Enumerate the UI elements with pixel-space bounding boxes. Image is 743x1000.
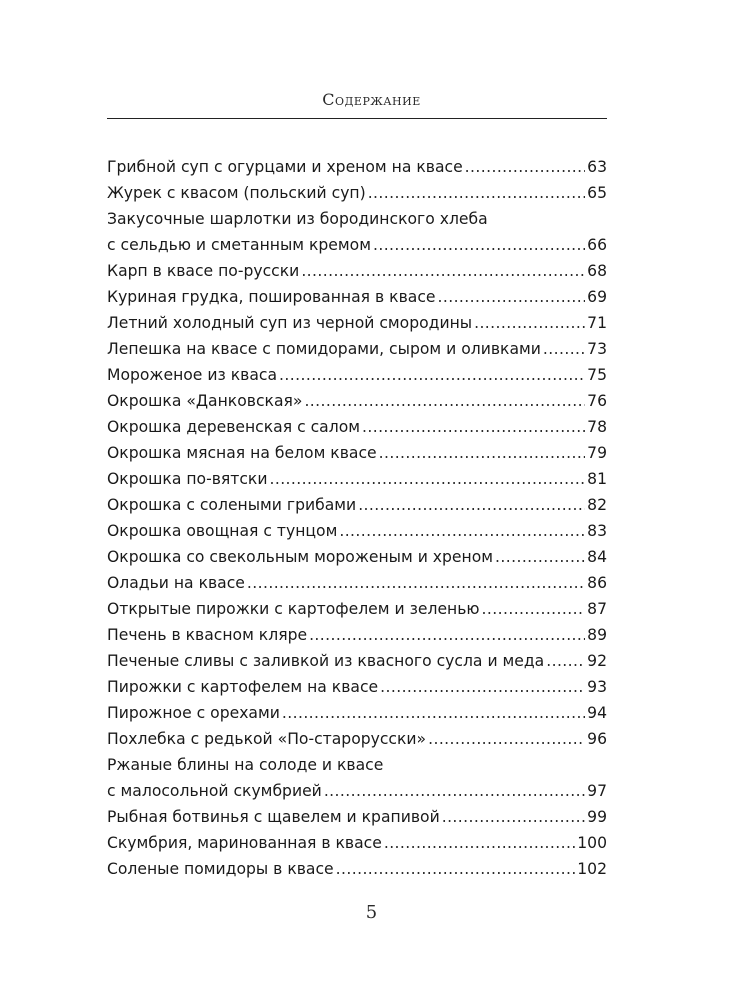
dot-leader xyxy=(428,726,585,752)
toc-entry-line xyxy=(107,492,607,518)
toc-entry xyxy=(107,362,607,388)
toc-entry-line xyxy=(107,596,607,622)
toc-entry-line xyxy=(107,830,607,856)
toc-entry-page: 92 xyxy=(587,652,607,670)
toc-entry-page: 68 xyxy=(587,262,607,280)
page-number: 5 xyxy=(365,902,378,923)
toc-entry-page: 84 xyxy=(587,548,607,566)
toc-entry-page: 89 xyxy=(587,626,607,644)
dot-leader xyxy=(465,154,585,180)
toc-entry-line xyxy=(107,284,607,310)
dot-leader xyxy=(438,284,586,310)
toc-entry-page: 94 xyxy=(587,704,607,722)
toc-entry-title: Грибной суп с огурцами и хреном на квасе xyxy=(107,158,463,176)
toc-entry-line xyxy=(107,700,607,726)
toc-entry-line xyxy=(107,154,607,180)
toc-entry-page: 69 xyxy=(587,288,607,306)
dot-leader xyxy=(442,804,585,830)
toc-entry-page: 93 xyxy=(587,678,607,696)
toc-entry xyxy=(107,336,607,362)
toc-entry xyxy=(107,180,607,206)
toc-entry-line xyxy=(107,388,607,414)
toc-entry xyxy=(107,622,607,648)
toc-entry-title: Лепешка на квасе с помидорами, сыром и оливками xyxy=(107,340,541,358)
dot-leader xyxy=(304,388,585,414)
toc-entry-page: 76 xyxy=(587,392,607,410)
toc-entry-title: Скумбрия, маринованная в квасе xyxy=(107,834,382,852)
dot-leader xyxy=(368,180,585,206)
dot-leader xyxy=(279,362,585,388)
dot-leader xyxy=(384,830,575,856)
toc-entry-line-continued xyxy=(107,752,607,778)
toc-entry-line xyxy=(107,310,607,336)
toc-entry-title: Пирожное с орехами xyxy=(107,704,280,722)
toc-entry-page: 86 xyxy=(587,574,607,592)
toc-entry-title: Окрошка деревенская с салом xyxy=(107,418,360,436)
toc-entry-title: Печень в квасном кляре xyxy=(107,626,308,644)
toc-entry-title: с сельдью и сметанным кремом xyxy=(107,236,371,254)
toc-entry xyxy=(107,830,607,856)
toc-entry-line xyxy=(107,544,607,570)
dot-leader xyxy=(247,570,585,596)
toc-entry-title: Печеные сливы с заливкой из квасного сусла и меда xyxy=(107,652,545,670)
toc-entry-page: 65 xyxy=(587,184,607,202)
dot-leader xyxy=(282,700,585,726)
toc-entry xyxy=(107,804,607,830)
toc-entry-line xyxy=(107,674,607,700)
toc-entry xyxy=(107,700,607,726)
toc-entry-line xyxy=(107,440,607,466)
toc-entry-title: с малосольной скумбрией xyxy=(107,782,322,800)
toc-entry-line xyxy=(107,414,607,440)
toc-entry xyxy=(107,154,607,180)
toc-entry-page: 66 xyxy=(587,236,607,254)
toc-entry-title: Рыбная ботвинья с щавелем и крапивой xyxy=(107,808,440,826)
toc-entry-title: Окрошка с солеными грибами xyxy=(107,496,357,514)
dot-leader xyxy=(362,414,585,440)
toc-entry xyxy=(107,414,607,440)
dot-leader xyxy=(324,778,585,804)
toc-entry-page: 87 xyxy=(587,600,607,618)
toc-entry-line xyxy=(107,518,607,544)
toc-entry-title: Похлебка с редькой «По-старорусски» xyxy=(107,730,427,748)
toc-entry xyxy=(107,310,607,336)
table-of-contents xyxy=(107,154,607,882)
dot-leader xyxy=(309,622,585,648)
toc-entry-page: 82 xyxy=(587,496,607,514)
dot-leader xyxy=(380,674,585,700)
toc-entry xyxy=(107,206,607,258)
toc-entry-title: Летний холодный суп из черной смородины xyxy=(107,314,473,332)
toc-entry-line xyxy=(107,856,607,882)
toc-entry-page: 75 xyxy=(587,366,607,384)
toc-entry-line xyxy=(107,622,607,648)
toc-entry xyxy=(107,726,607,752)
toc-entry xyxy=(107,440,607,466)
toc-entry-line-continued xyxy=(107,206,607,232)
toc-entry-line xyxy=(107,804,607,830)
dot-leader xyxy=(482,596,586,622)
toc-entry-title: Пирожки с картофелем на квасе xyxy=(107,678,379,696)
toc-entry xyxy=(107,752,607,804)
toc-entry-line xyxy=(107,362,607,388)
dot-leader xyxy=(543,336,585,362)
dot-leader xyxy=(301,258,585,284)
dot-leader xyxy=(358,492,585,518)
toc-entry-line xyxy=(107,648,607,674)
toc-entry-title: Соленые помидоры в квасе xyxy=(107,860,334,878)
toc-entry xyxy=(107,388,607,414)
toc-entry-page: 83 xyxy=(587,522,607,540)
toc-entry-title: Окрошка «Данковская» xyxy=(107,392,303,410)
toc-entry-title: Куриная грудка, пошированная в квасе xyxy=(107,288,436,306)
toc-entry-page: 96 xyxy=(587,730,607,748)
dot-leader xyxy=(269,466,585,492)
toc-entry-line xyxy=(107,466,607,492)
toc-entry xyxy=(107,258,607,284)
toc-entry xyxy=(107,284,607,310)
toc-entry-line xyxy=(107,336,607,362)
toc-entry-page: 81 xyxy=(587,470,607,488)
dot-leader xyxy=(373,232,585,258)
toc-entry xyxy=(107,466,607,492)
toc-entry-title: Окрошка овощная с тунцом xyxy=(107,522,338,540)
toc-entry xyxy=(107,570,607,596)
dot-leader xyxy=(546,648,585,674)
toc-entry-title: Окрошка со свекольным мороженым и хреном xyxy=(107,548,494,566)
toc-entry-title: Окрошка мясная на белом квасе xyxy=(107,444,377,462)
toc-entry-line xyxy=(107,778,607,804)
toc-entry-line xyxy=(107,570,607,596)
toc-entry-title: Окрошка по-вятски xyxy=(107,470,268,488)
toc-entry-page: 78 xyxy=(587,418,607,436)
toc-entry-title: Закусочные шарлотки из бородинского хлеба xyxy=(107,210,488,228)
toc-entry-page: 100 xyxy=(577,834,607,852)
toc-entry xyxy=(107,544,607,570)
toc-entry-page: 102 xyxy=(577,860,607,878)
toc-entry-title: Открытые пирожки с картофелем и зеленью xyxy=(107,600,480,618)
toc-entry-line xyxy=(107,232,607,258)
toc-entry xyxy=(107,674,607,700)
toc-entry-line xyxy=(107,180,607,206)
toc-entry xyxy=(107,648,607,674)
toc-entry-page: 79 xyxy=(587,444,607,462)
section-title: Содержание xyxy=(322,90,421,109)
dot-leader xyxy=(474,310,585,336)
dot-leader xyxy=(336,856,576,882)
header-divider xyxy=(107,118,607,119)
dot-leader xyxy=(379,440,586,466)
toc-entry xyxy=(107,492,607,518)
toc-entry-page: 73 xyxy=(587,340,607,358)
toc-entry-title: Карп в квасе по-русски xyxy=(107,262,300,280)
toc-entry-title: Ржаные блины на солоде и квасе xyxy=(107,756,384,774)
toc-entry xyxy=(107,856,607,882)
dot-leader xyxy=(339,518,585,544)
toc-entry-page: 63 xyxy=(587,158,607,176)
toc-entry-title: Журек с квасом (польский суп) xyxy=(107,184,366,202)
toc-entry-title: Оладьи на квасе xyxy=(107,574,245,592)
toc-entry xyxy=(107,596,607,622)
dot-leader xyxy=(495,544,585,570)
toc-entry-page: 99 xyxy=(587,808,607,826)
toc-entry-page: 97 xyxy=(587,782,607,800)
toc-entry-page: 71 xyxy=(587,314,607,332)
toc-entry xyxy=(107,518,607,544)
toc-entry-title: Мороженое из кваса xyxy=(107,366,278,384)
toc-entry-line xyxy=(107,726,607,752)
toc-entry-line xyxy=(107,258,607,284)
